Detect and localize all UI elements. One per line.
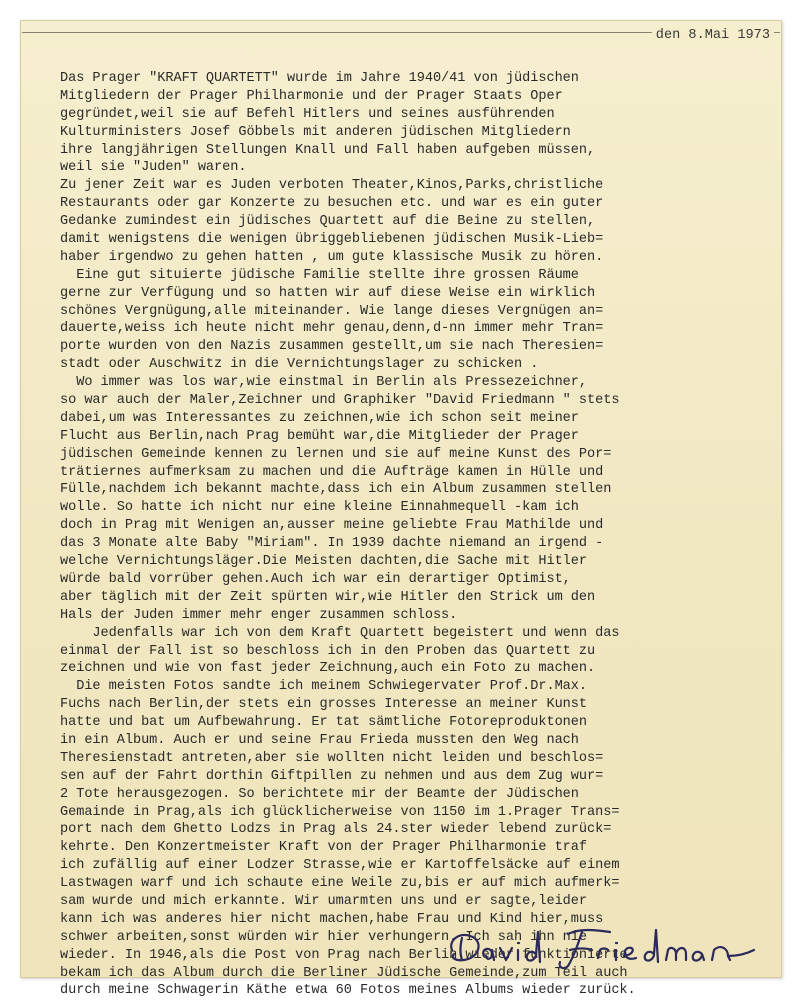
text-line: welche Vernichtungsläger.Die Meisten dachten,die Sache mit Hitler [60, 554, 587, 570]
text-line: aber täglich mit der Zeit spürten wir,wie Hitler den Strick um den [60, 589, 596, 605]
text-line: weil sie "Juden" waren. [60, 160, 247, 176]
text-line: Restaurants oder gar Konzerte zu besuchen etc. und war es ein guter [60, 196, 604, 212]
text-line: Theresienstadt antreten,aber sie wollten nicht leiden und beschlos= [60, 750, 604, 766]
text-line: zeichnen und wie von fast jeder Zeichnung,auch ein Foto zu machen. [60, 661, 596, 677]
text-line: in ein Album. Auch er und seine Frau Frieda mussten den Weg nach [60, 732, 579, 748]
text-line: würde bald vorrüber gehen.Auch ich war ein derartiger Optimist, [60, 571, 571, 587]
text-line: hatte und bat um Aufbewahrung. Er tat sämtliche Fotoreproduktonen [60, 715, 587, 731]
text-line: 2 Tote herausgezogen. So berichtete mir der Beamte der Jüdischen [60, 786, 579, 802]
text-line: Mitgliedern der Prager Philharmonie und der Prager Staats Oper [60, 88, 563, 104]
text-line: gegründet,weil sie auf Befehl Hitlers und seines ausführenden [60, 106, 555, 122]
text-line: Kulturministers Josef Göbbels mit anderen jüdischen Mitgliedern [60, 124, 571, 140]
text-line: Flucht aus Berlin,nach Prag bemüht war,die Mitglieder der Prager [60, 428, 579, 444]
text-line: Lastwagen warf und ich schaute eine Weile zu,bis er auf mich aufmerk= [60, 876, 620, 892]
text-line: Fülle,nachdem ich bekannt machte,dass ich ein Album zusammen stellen [60, 482, 612, 498]
text-line: gerne zur Verfügung und so hatten wir auf diese Weise ein wirklich [60, 285, 596, 301]
text-line: kehrte. Den Konzertmeister Kraft von der Prager Philharmonie traf [60, 840, 587, 856]
text-line: ich zufällig auf einer Lodzer Strasse,wie er Kartoffelsäcke auf einem [60, 858, 620, 874]
letter-body [60, 70, 790, 1000]
text-line: kann ich was anderes hier nicht machen,habe Frau und Kind hier,muss [60, 911, 604, 927]
text-line: haber irgendwo zu gehen hatten , um gute klassische Musik zu hören. [60, 249, 604, 265]
text-line: so war auch der Maler,Zeichner und Graphiker "David Friedmann " stets [60, 393, 620, 409]
text-line: Eine gut situierte jüdische Familie stellte ihre grossen Räume [60, 267, 579, 283]
text-line: wieder. In 1946,als die Post von Prag nach Berlin wieder funktionierte [60, 947, 628, 963]
text-line: stadt oder Auschwitz in die Vernichtungslager zu schicken . [60, 357, 539, 373]
text-line: schwer arbeiten,sonst würden wir hier verhungern. Ich sah ihn nie [60, 929, 587, 945]
text-line: Zu jener Zeit war es Juden verboten Theater,Kinos,Parks,christliche [60, 178, 604, 194]
text-line: Gemainde in Prag,als ich glücklicherweise von 1150 im 1.Prager Trans= [60, 804, 620, 820]
text-line: wolle. So hatte ich nicht nur eine kleine Einnahmequell -kam ich [60, 500, 579, 516]
text-line: bekam ich das Album durch die Berliner Jüdische Gemeinde,zum Teil auch [60, 965, 628, 981]
text-line: dabei,um was Interessantes zu zeichnen,wie ich schon seit meiner [60, 410, 579, 426]
letter-date: den 8.Mai 1973 [652, 28, 774, 43]
text-line: damit wenigstens die wenigen übriggebliebenen jüdischen Musik-Lieb= [60, 232, 604, 248]
text-line: jüdischen Gemeinde kennen zu lernen und sie auf meine Kunst des Por= [60, 446, 612, 462]
text-line: ihre langjährigen Stellungen Knall und Fall haben aufgeben müssen, [60, 142, 596, 158]
text-line: Jedenfalls war ich von dem Kraft Quartett begeistert und wenn das [60, 625, 620, 641]
text-line: doch in Prag mit Wenigen an,ausser meine geliebte Frau Mathilde und [60, 518, 604, 534]
text-line: Fuchs nach Berlin,der stets ein grosses Interesse an meiner Kunst [60, 697, 587, 713]
text-line: durch meine Schwagerin Käthe etwa 60 Fotos meines Albums wieder zurück. [60, 983, 636, 999]
text-line: Die meisten Fotos sandte ich meinem Schwiegervater Prof.Dr.Max. [60, 679, 587, 695]
text-line: Das Prager "KRAFT QUARTETT" wurde im Jahre 1940/41 von jüdischen [60, 71, 579, 86]
letter-sheet [20, 20, 782, 999]
text-line: sam wurde und mich erkannte. Wir umarmten uns und er sagte,leider [60, 893, 587, 909]
text-line: porte wurden von den Nazis zusammen gestellt,um sie nach Theresien= [60, 339, 604, 355]
text-line: Hals der Juden immer mehr enger zusammen schloss. [60, 607, 458, 623]
text-line: das 3 Monate alte Baby "Miriam". In 1939 dachte niemand an irgend - [60, 536, 604, 552]
text-line: schönes Vergnügung,alle miteinander. Wie lange dieses Vergnügen an= [60, 303, 604, 319]
text-line: trätiernes aufmerksam zu machen und die Aufträge kamen in Hülle und [60, 464, 604, 480]
signature [440, 910, 780, 985]
text-line: Wo immer was los war,wie einstmal in Berlin als Pressezeichner, [60, 375, 587, 391]
text-line: sen auf der Fahrt dorthin Giftpillen zu nehmen und aus dem Zug wur= [60, 768, 604, 784]
text-line: Gedanke zumindest ein jüdisches Quartett auf die Beine zu stellen, [60, 214, 596, 230]
text-line: dauerte,weiss ich heute nicht mehr genau,denn,d-nn immer mehr Tran= [60, 321, 604, 337]
text-line: port nach dem Ghetto Lodzs in Prag als 24.ster wieder lebend zurück= [60, 822, 612, 838]
text-line: einmal der Fall ist so beschloss ich in den Proben das Quartett zu [60, 643, 596, 659]
